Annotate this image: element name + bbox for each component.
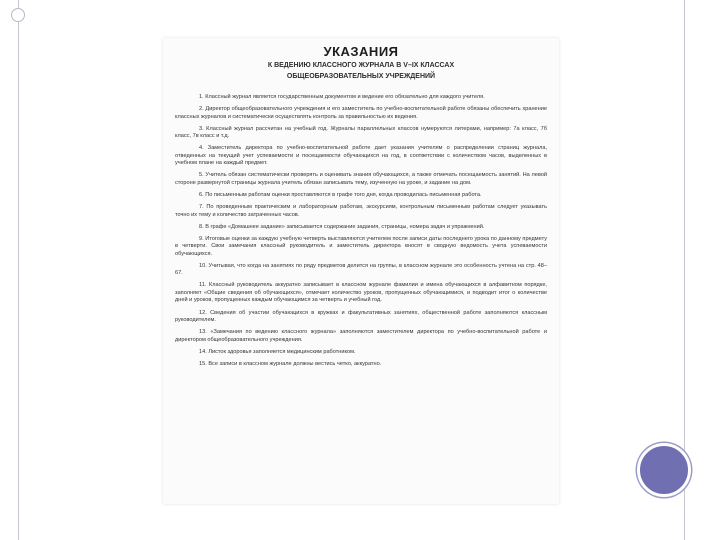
- document-header: [163, 44, 559, 81]
- instruction-item: 12. Сведения об участии обучающихся в кружках и факультативных занятиях, общественной работе заполняются классным руководителем.: [175, 309, 547, 324]
- instruction-item: 15. Все записи в классном журнале должны вестись четко, аккуратно.: [199, 360, 382, 367]
- document-image: [163, 38, 559, 504]
- instruction-item: 9. Итоговые оценки за каждую учебную четверть выставляются учителем после записи даты последнего урока по данному предмету в четверти. Свои замечания классный руководитель и заместитель директора вносят в сводную ведомость учета успеваемости обучающихся.: [175, 235, 547, 257]
- top-circle-decoration: [11, 8, 25, 22]
- bottom-circle-decoration: [637, 443, 691, 497]
- instruction-item: 4. Заместитель директора по учебно-воспитательной работе дает указания учителям о распределении страниц журнала, отведенных на текущий учет успеваемости и посещаемости обучающихся на год, в соответствии с количеством часов, выделенных в учебном плане на каждый предмет.: [175, 145, 547, 167]
- instructions-list: [175, 94, 547, 373]
- document-title: УКАЗАНИЯ: [323, 44, 399, 59]
- document-subtitle-line2: ОБЩЕОБРАЗОВАТЕЛЬНЫХ УЧРЕЖДЕНИЙ: [286, 73, 436, 80]
- left-border-line: [18, 0, 19, 540]
- instruction-item: 6. По письменным работам оценки проставляются в графе того дня, когда проводилась письменная работа.: [199, 191, 482, 198]
- instruction-item: 11. Классный руководитель аккуратно записывает в классном журнале фамилии и имена обучающихся в алфавитном порядке, заполняет «Общие сведения об обучающихся», отмечает количество уроков, пропущенных обучающимися, и подводит итог о количестве дней и уроков, пропущенных каждым обучающимся за четверть и учебный год.: [175, 282, 547, 304]
- instruction-item: 7. По проведенным практическим и лабораторным работам, экскурсиям, контрольным письменным работам следует указывать точно их тему и количество затраченных часов.: [175, 204, 547, 218]
- instruction-item: 2. Директор общеобразовательного учреждения и его заместитель по учебно-воспитательной работе обязаны обеспечить хранение классных журналов и систематически осуществлять контроль за правильностью их ведения.: [175, 106, 547, 120]
- document-subtitle-line1: К ВЕДЕНИЮ КЛАССНОГО ЖУРНАЛА В V–IX КЛАССАХ: [267, 62, 455, 69]
- instruction-item: 1. Классный журнал является государственным документом и ведение его обязательно для каждого учителя.: [199, 94, 485, 100]
- instruction-item: 13. «Замечания по ведению классного журнала» заполняются заместителем директора по учебно-воспитательной работе и директором общеобразовательного учреждения.: [175, 329, 547, 343]
- instruction-item: 5. Учитель обязан систематически проверять и оценивать знания обучающихся, а также отмечать посещаемость занятий. На левой стороне развернутой страницы журнала учитель обязан записывать тему, изученную на уроке, и задание на дом.: [175, 172, 547, 186]
- instruction-item: 8. В графе «Домашнее задание» записывается содержание задания, страницы, номера задач и упражнений.: [199, 223, 485, 230]
- instruction-item: 3. Классный журнал рассчитан на учебный год. Журналы параллельных классов нумеруются литерами, например: 7а класс, 7б класс, 7в класс и т.д.: [175, 125, 547, 140]
- instruction-item: 10. Учитывая, что когда на занятиях по ряду предметов делится на группы, в классном журнале это особенность учтена на стр. 48–67.: [175, 262, 547, 277]
- instruction-item: 14. Листок здоровья заполняется медицинским работником.: [199, 348, 356, 355]
